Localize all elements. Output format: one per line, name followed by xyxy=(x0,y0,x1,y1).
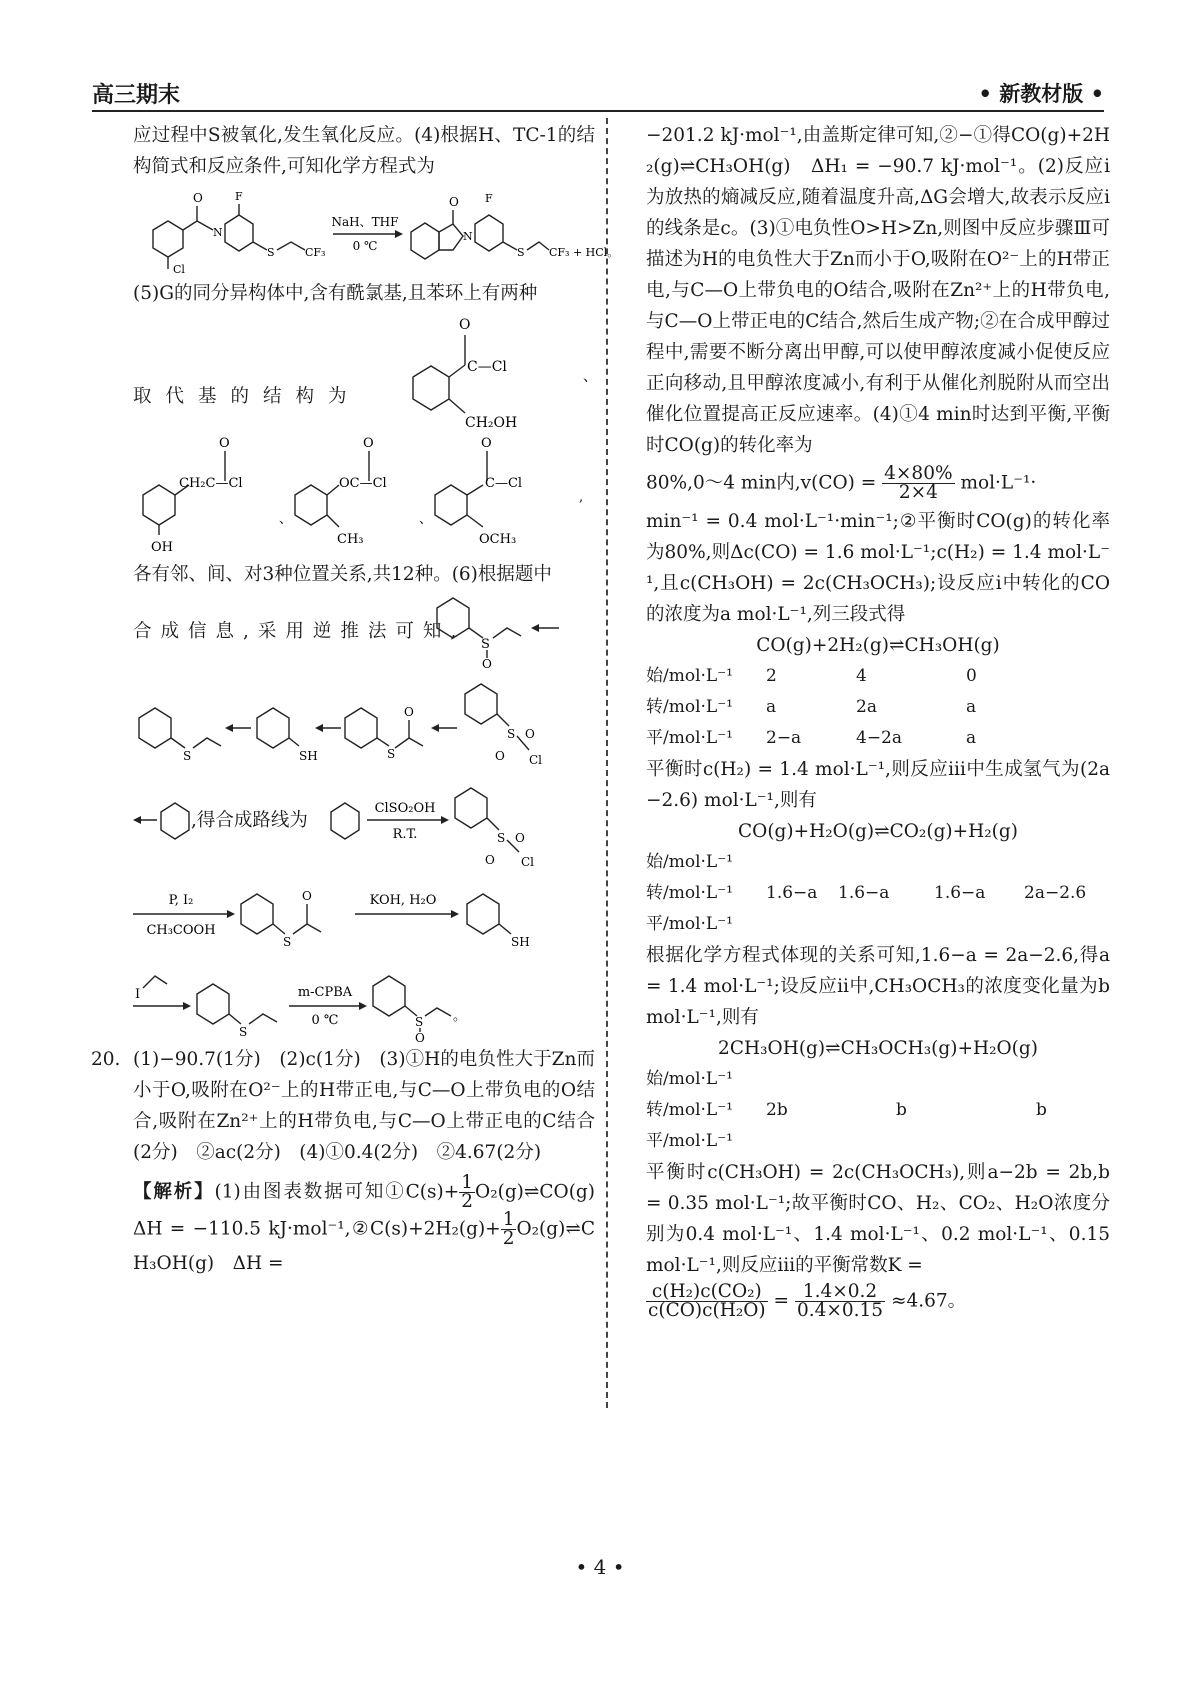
svg-text:m-CPBA: m-CPBA xyxy=(297,985,353,1000)
svg-text:O: O xyxy=(525,727,535,741)
svg-text:0 ℃: 0 ℃ xyxy=(311,1013,339,1028)
paragraph: 取代基的结构为 xyxy=(133,386,361,407)
paragraph: 根据化学方程式体现的关系可知,1.6−a = 2a−2.6,得a = 1.4 mol·L⁻¹;设反应ⅱ中,CH₃OCH₃的浓度变化量为b mol·L⁻¹,则有 xyxy=(646,945,1110,1028)
svg-text:O: O xyxy=(404,705,414,719)
svg-text:Cl: Cl xyxy=(521,855,535,869)
svg-text:OCH₃: OCH₃ xyxy=(479,532,517,547)
reaction-scheme-tc1 xyxy=(133,184,619,276)
svg-text:CH₃: CH₃ xyxy=(337,532,364,547)
paragraph: 应过程中S被氧化,发生氧化反应。(4)根据H、TC-1的结构简式和反应条件,可知化学方程式为 xyxy=(133,125,595,177)
svg-text:S: S xyxy=(497,831,506,845)
product-tail: CF₃ + HCl。 xyxy=(549,246,619,259)
svg-text:P, I₂: P, I₂ xyxy=(168,893,194,908)
paragraph: min⁻¹ = 0.4 mol·L⁻¹·min⁻¹;②平衡时CO(g)的转化率为80%,则Δc(CO) = 1.6 mol·L⁻¹;c(H₂) = 1.4 mol·L⁻¹,且c(CH₃OH) = 2c(CH₃OCH₃);设反应ⅰ中转化的CO的浓度为a mol·L⁻¹,列三段式得 xyxy=(646,511,1110,625)
svg-text:O: O xyxy=(485,853,495,867)
paragraph: 平衡时c(CH₃OH) = 2c(CH₃OCH₃),则a−2b = 2b,b = 0.35 mol·L⁻¹;故平衡时CO、H₂、CO₂、H₂O浓度分别为0.4 mol·L⁻¹、1.4 mol·L⁻¹、0.2 mol·L⁻¹、0.15 mol·L⁻¹,则反应ⅲ的平衡常数K = xyxy=(646,1162,1110,1276)
isomer-line xyxy=(133,309,595,435)
svg-text:S: S xyxy=(267,246,275,259)
route-line-2 xyxy=(133,872,595,956)
rate-fraction: $\frac{4\times 80\%}{2\times 4}$ xyxy=(884,463,953,503)
svg-text:C—Cl: C—Cl xyxy=(485,476,523,491)
equation-3: 2CH₃OH(g)⇌CH₃OCH₃(g)+H₂O(g) xyxy=(718,1038,1038,1059)
svg-text:O: O xyxy=(481,436,492,451)
svg-text:O: O xyxy=(495,749,505,763)
svg-text:S: S xyxy=(387,747,396,761)
route-line-3 xyxy=(133,958,595,1045)
svg-text:S: S xyxy=(481,637,490,652)
paragraph: (5)G的同分异构体中,含有酰氯基,且苯环上有两种 xyxy=(133,283,538,304)
svg-text:R.T.: R.T. xyxy=(392,827,418,842)
paragraph: ,得合成路线为 xyxy=(191,810,308,831)
svg-text:N: N xyxy=(213,226,223,239)
analysis-tag: 【解析】 xyxy=(133,1181,215,1203)
svg-text:S: S xyxy=(517,246,525,259)
retro-line xyxy=(133,590,595,670)
reagent-top: NaH、THF xyxy=(331,215,399,229)
question-number: 20. xyxy=(91,1049,121,1070)
svg-text:OC—Cl: OC—Cl xyxy=(339,476,387,491)
isomer-structure-c xyxy=(295,436,432,547)
svg-text:、: 、 xyxy=(279,512,293,527)
isomer-structures-bcd xyxy=(133,437,595,557)
fraction-half: $\frac{1}{2}$ xyxy=(461,1172,474,1212)
svg-text:N: N xyxy=(463,230,473,243)
ice-table-2: 始/mol·L⁻¹ 转/mol·L⁻¹ 1.6−a 1.6−a 1.6−a 2a−2.6 平/mol·L⁻¹ xyxy=(646,852,1087,934)
fluoro-label: F xyxy=(235,190,243,203)
left-column xyxy=(91,120,619,1279)
svg-text:S: S xyxy=(239,1025,248,1039)
chloro-label: Cl xyxy=(173,263,185,276)
svg-text:CH₃COOH: CH₃COOH xyxy=(146,923,216,938)
svg-text:、: 、 xyxy=(419,512,433,527)
equation-2: CO(g)+H₂O(g)⇌CO₂(g)+H₂(g) xyxy=(738,821,1018,842)
isomer-structure-d xyxy=(435,436,583,547)
svg-text:、: 、 xyxy=(583,369,597,385)
svg-text:S: S xyxy=(507,727,516,741)
svg-text:CH₂C—Cl: CH₂C—Cl xyxy=(179,476,243,491)
svg-text:Cl: Cl xyxy=(529,753,543,767)
svg-text:O: O xyxy=(449,195,459,209)
reagent-bottom: 0 ℃ xyxy=(352,239,378,253)
svg-text:O: O xyxy=(482,657,492,671)
svg-text:O: O xyxy=(193,191,203,205)
svg-text:S: S xyxy=(283,935,292,949)
svg-text:O: O xyxy=(363,436,374,451)
svg-text:KOH, H₂O: KOH, H₂O xyxy=(369,893,437,908)
isomer-structure-b xyxy=(143,436,292,555)
ice-table-1: 始/mol·L⁻¹ 2 4 0 转/mol·L⁻¹ a 2a a 平/mol·L⁻¹ 2−a 4−2a a xyxy=(646,666,977,748)
equation-1: CO(g)+2H₂(g)⇌CH₃OH(g) xyxy=(756,635,1000,656)
k-fraction-symbolic: $\frac{\text{c(H₂)c(CO₂)}}{\text{c(CO)c(H₂O)}}$ xyxy=(648,1281,766,1321)
route-line-1 xyxy=(133,784,595,870)
paragraph: −201.2 kJ·mol⁻¹,由盖斯定律可知,②−①得CO(g)+2H₂(g)⇌CH₃OH(g) ΔH₁ = −90.7 kJ·mol⁻¹。(2)反应ⅰ为放热的熵减反应,随着温度升高,ΔG会增大,故表示反应ⅰ的线条是c。(3)①电负性O>H>Zn,则图中反应步骤Ⅲ可描述为H的电负性大于Zn而小于O,吸附在O²⁻上的H带正电,与C—O上带负电的O结合,吸附在Zn²⁺上的H带负电,与C—O上带正电的C结合,然后生成产物;②在合成甲醇过程中,需要不断分离出甲醇,可以使甲醇浓度减小促使反应正向移动,且甲醇浓度减小,有利于从催化剂脱附从而空出催化位置提高正反应速率。(4)①4 min时达到平衡,平衡时CO(g)的转化率为 xyxy=(646,125,1110,456)
svg-text:。: 。 xyxy=(453,1009,467,1024)
cf3-label: CF₃ xyxy=(305,246,326,259)
rate-line: 80%,0～4 min内,v(CO) = $\frac{4\times 80\%}{2\times 4}$ mol·L⁻¹· xyxy=(646,463,1037,503)
svg-text:O: O xyxy=(302,889,312,903)
svg-text:OH: OH xyxy=(151,540,173,555)
analysis-paragraph: 【解析】(1)由图表数据可知①C(s)+ $\frac{1}{2}$ O₂(g)⇌CO(g) ΔH = −110.5 kJ·mol⁻¹,②C(s)+2H₂(g)+ $\frac{1}{2}$ O₂(g)⇌CH₃OH(g) ΔH = xyxy=(133,1172,614,1274)
svg-text:CH₂OH: CH₂OH xyxy=(465,415,518,431)
svg-text:C—Cl: C—Cl xyxy=(467,359,507,375)
svg-text:F: F xyxy=(485,192,493,205)
page-number: • 4 • xyxy=(575,1555,625,1579)
svg-text:O: O xyxy=(459,317,471,333)
svg-text:S: S xyxy=(183,749,192,763)
answer-text: (1)−90.7(1分) (2)c(1分) (3)①H的电负性大于Zn而小于O,吸附在O²⁻上的H带正电,与C—O上带负电的O结合,吸附在Zn²⁺上的H带负电,与C—O上带正电的C结合(2分) ②ac(2分) (4)①0.4(2分) ②4.67(2分) xyxy=(133,1049,595,1163)
retrosynthesis-chain xyxy=(133,672,595,782)
isomer-structure-a xyxy=(403,309,595,435)
right-column xyxy=(646,120,1110,1320)
svg-text:ClSO₂OH: ClSO₂OH xyxy=(374,801,436,816)
equilibrium-constant: $\frac{\text{c(H₂)c(CO₂)}}{\text{c(CO)c(H₂O)}}$ = $\frac{1.4\times 0.2}{0.4\times 0.15}$ ≈4.67。 xyxy=(648,1281,967,1321)
k-fraction-numeric: $\frac{1.4\times 0.2}{0.4\times 0.15}$ xyxy=(796,1281,884,1321)
svg-text:O: O xyxy=(219,436,230,451)
paragraph: 合成信息,采用逆推法可知, xyxy=(133,621,466,642)
svg-text:I: I xyxy=(135,987,141,1002)
header-title: 高三期末 xyxy=(92,82,181,108)
paragraph: 各有邻、间、对3种位置关系,共12种。(6)根据题中 xyxy=(133,564,552,585)
ice-table-3: 始/mol·L⁻¹ 转/mol·L⁻¹ 2b b b 平/mol·L⁻¹ xyxy=(646,1069,1047,1151)
svg-text:,: , xyxy=(579,490,584,505)
svg-text:SH: SH xyxy=(511,935,530,949)
paragraph: 平衡时c(H₂) = 1.4 mol·L⁻¹,则反应ⅲ中生成氢气为(2a−2.6) mol·L⁻¹,则有 xyxy=(646,759,1110,811)
answer-20 xyxy=(91,1044,595,1168)
svg-text:O: O xyxy=(515,831,525,845)
page-header xyxy=(92,76,1104,112)
header-edition: • 新教材版 • xyxy=(978,81,1104,106)
svg-text:S: S xyxy=(415,1015,424,1029)
svg-text:SH: SH xyxy=(299,749,318,763)
svg-text:O: O xyxy=(415,1031,425,1045)
column-divider xyxy=(606,118,608,1408)
target-sulfoxide xyxy=(429,590,595,670)
fraction-half: $\frac{1}{2}$ xyxy=(502,1209,515,1249)
